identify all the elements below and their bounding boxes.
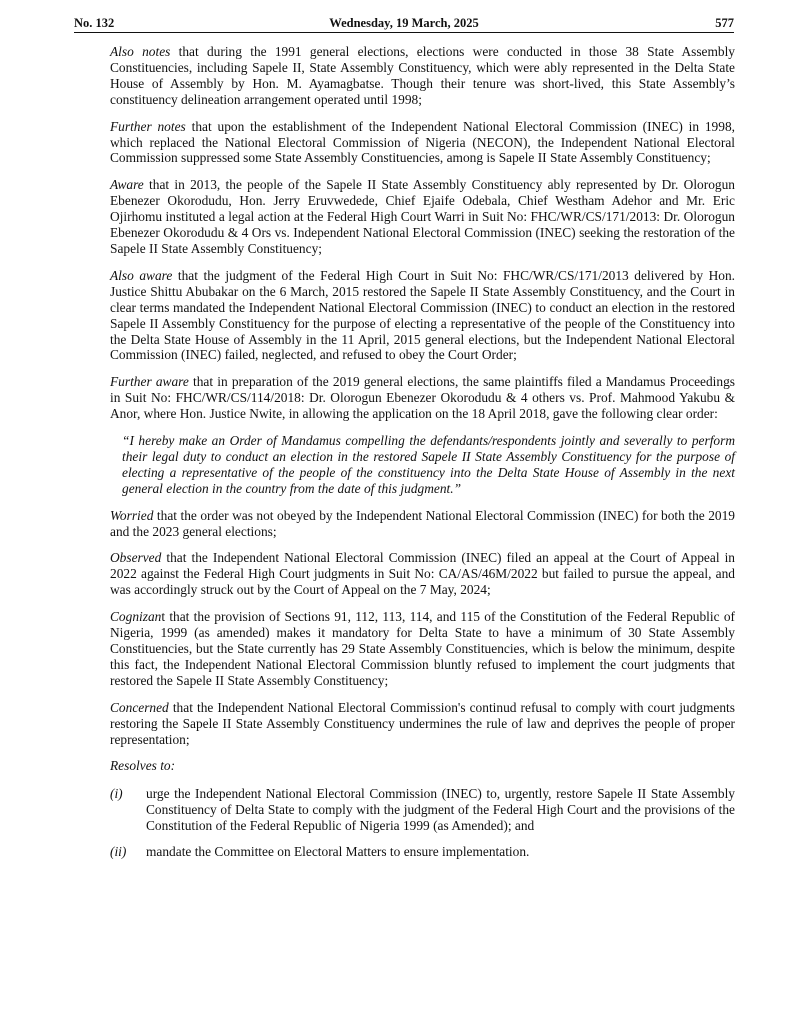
paragraph-also-notes <box>110 44 735 108</box>
paragraph-lead: Concerned <box>110 699 169 715</box>
paragraph-lead: Worried <box>110 507 154 523</box>
paragraph-aware <box>110 177 735 257</box>
paragraph-further-aware <box>110 374 735 422</box>
paragraph-text: that in 2013, the people of the Sapele II State Assembly Constituency ably represented by Dr. Olorogun Ebenezer Okorodudu, Hon. Jerry Eruvwedede, Chief Ejaife Odebala, Chief Westham Adehor and Mr. Eric Ojirhomu instituted a legal action at the Federal High Court Warri in Suit No: FHC/WR/CS/171/2013: Dr. Olorogun Ebenezer Okorodudu & 4 Ors vs. Independent National Electoral Commission (INEC) seeking the restoration of the Sapele II State Assembly Constituency; <box>110 177 735 256</box>
paragraph-text: that the Independent National Electoral Commission (INEC) filed an appeal at the Court of Appeal in 2022 against the Federal High Court judgments in Suit No: CA/AS/46M/2022 but failed to pursue the appeal, and was accordingly struck out by the Court of Appeal on the 7 May, 2024; <box>110 550 735 598</box>
header-number: No. 132 <box>74 16 115 30</box>
paragraph-observed <box>110 550 735 598</box>
paragraph-concerned <box>110 700 735 748</box>
paragraph-cognizant <box>110 609 735 689</box>
paragraph-lead: Cognizan <box>110 609 162 625</box>
paragraph-text: that the judgment of the Federal High Court in Suit No: FHC/WR/CS/171/2013 delivered by Hon. Justice Shittu Abubakar on the 6 March, 2015 restored the Sapele II State Assembly Constituency, and the Court in clear terms mandated the Independent National Electoral Commission (INEC) to conduct an election in the restored Sapele II Assembly Constituency for the purpose of electing a representative of the people of the Constituency into the Delta State House of Assembly in the 11 April, 2015 general elections, but the Independent National Electoral Commission (INEC) failed, neglected, and refused to obey the Court Order; <box>110 267 735 363</box>
paragraph-worried <box>110 508 735 540</box>
paragraph-lead: Also aware <box>110 267 173 283</box>
court-order-quote: “I hereby make an Order of Mandamus compelling the defendants/respondents jointly and severally to perform their legal duty to conduct an election in the restored Sapele II State Assembly Constituency for the purpose of electing a representative of the people of the constituency into the Delta State House of Assembly in the next general election in the country from the date of this judgment.” <box>122 433 735 496</box>
resolution-item <box>110 844 735 860</box>
paragraph-lead: Further aware <box>110 374 189 390</box>
paragraph-text: that the Independent National Electoral Commission's continud refusal to comply with court judgments restoring the Sapele II State Assembly Constituency undermines the rule of law and deprives the people of proper representation; <box>110 699 735 747</box>
paragraph-further-notes <box>110 119 735 167</box>
item-text: mandate the Committee on Electoral Matters to ensure implementation. <box>146 844 530 860</box>
paragraph-text: that in preparation of the 2019 general elections, the same plaintiffs filed a Mandamus Proceedings in Suit No: FHC/WR/CS/114/2018: Dr. Olorogun Ebenezer Okorodudu & 4 others vs. Prof. Mahmood Yakubu & Anor, where Hon. Justice Nwite, in allowing the application on the 18 April 2018, gave the following clear order: <box>110 374 736 422</box>
paragraph-text: that the order was not obeyed by the Independent National Electoral Commission (INEC) for both the 2019 and the 2023 general elections; <box>110 507 735 539</box>
header-date: Wednesday, 19 March, 2025 <box>329 16 479 30</box>
item-number: (i) <box>110 786 123 802</box>
paragraph-lead: Observed <box>110 550 162 566</box>
paragraph-text: that during the 1991 general elections, elections were conducted in those 38 State Assembly Constituencies, including Sapele II, State Assembly Constituency, which were ably represented in the Delta State House of Assembly by Hon. M. Ayamagbatse. Though their tenure was short-lived, this State Assembly’s constituency delineation arrangement operated until 1998; <box>110 44 736 107</box>
paragraph-lead: Also notes <box>110 44 171 59</box>
document-body <box>110 44 735 870</box>
paragraph-also-aware <box>110 268 735 363</box>
resolves-heading: Resolves to: <box>110 758 176 774</box>
page-header <box>74 16 734 33</box>
item-number: (ii) <box>110 844 127 860</box>
paragraph-lead: Aware <box>110 177 144 193</box>
header-page-number: 577 <box>715 16 734 30</box>
paragraph-text: that upon the establishment of the Independent National Electoral Commission (INEC) in 1998, which replaced the National Electoral Commission of Nigeria (NECON), the Independent National Electoral Commission suppressed some State Assembly Constituencies, among is Sapele II State Assembly Constituency; <box>110 118 735 166</box>
paragraph-lead: Further notes <box>110 118 186 134</box>
item-text: urge the Independent National Electoral Commission (INEC) to, urgently, restore Sapele II State Assembly Constituency of Delta State to comply with the judgment of the Federal High Court and the provisions of the Constitution of the Federal Republic of Nigeria 1999 (as Amended); and <box>146 786 735 834</box>
resolution-item <box>110 786 735 834</box>
paragraph-text: t that the provision of Sections 91, 112, 113, 114, and 115 of the Constitution of the Federal Republic of Nigeria, 1999 (as amended) makes it mandatory for Delta State to have a minimum of 30 State Assembly Constituencies, but the State currently has 29 State Assembly Constituencies, which is below the minimum, despite this fact, the Independent National Electoral Commission bluntly refused to implement the court judgments that restored the Sapele II State Assembly Constituency; <box>110 609 735 688</box>
